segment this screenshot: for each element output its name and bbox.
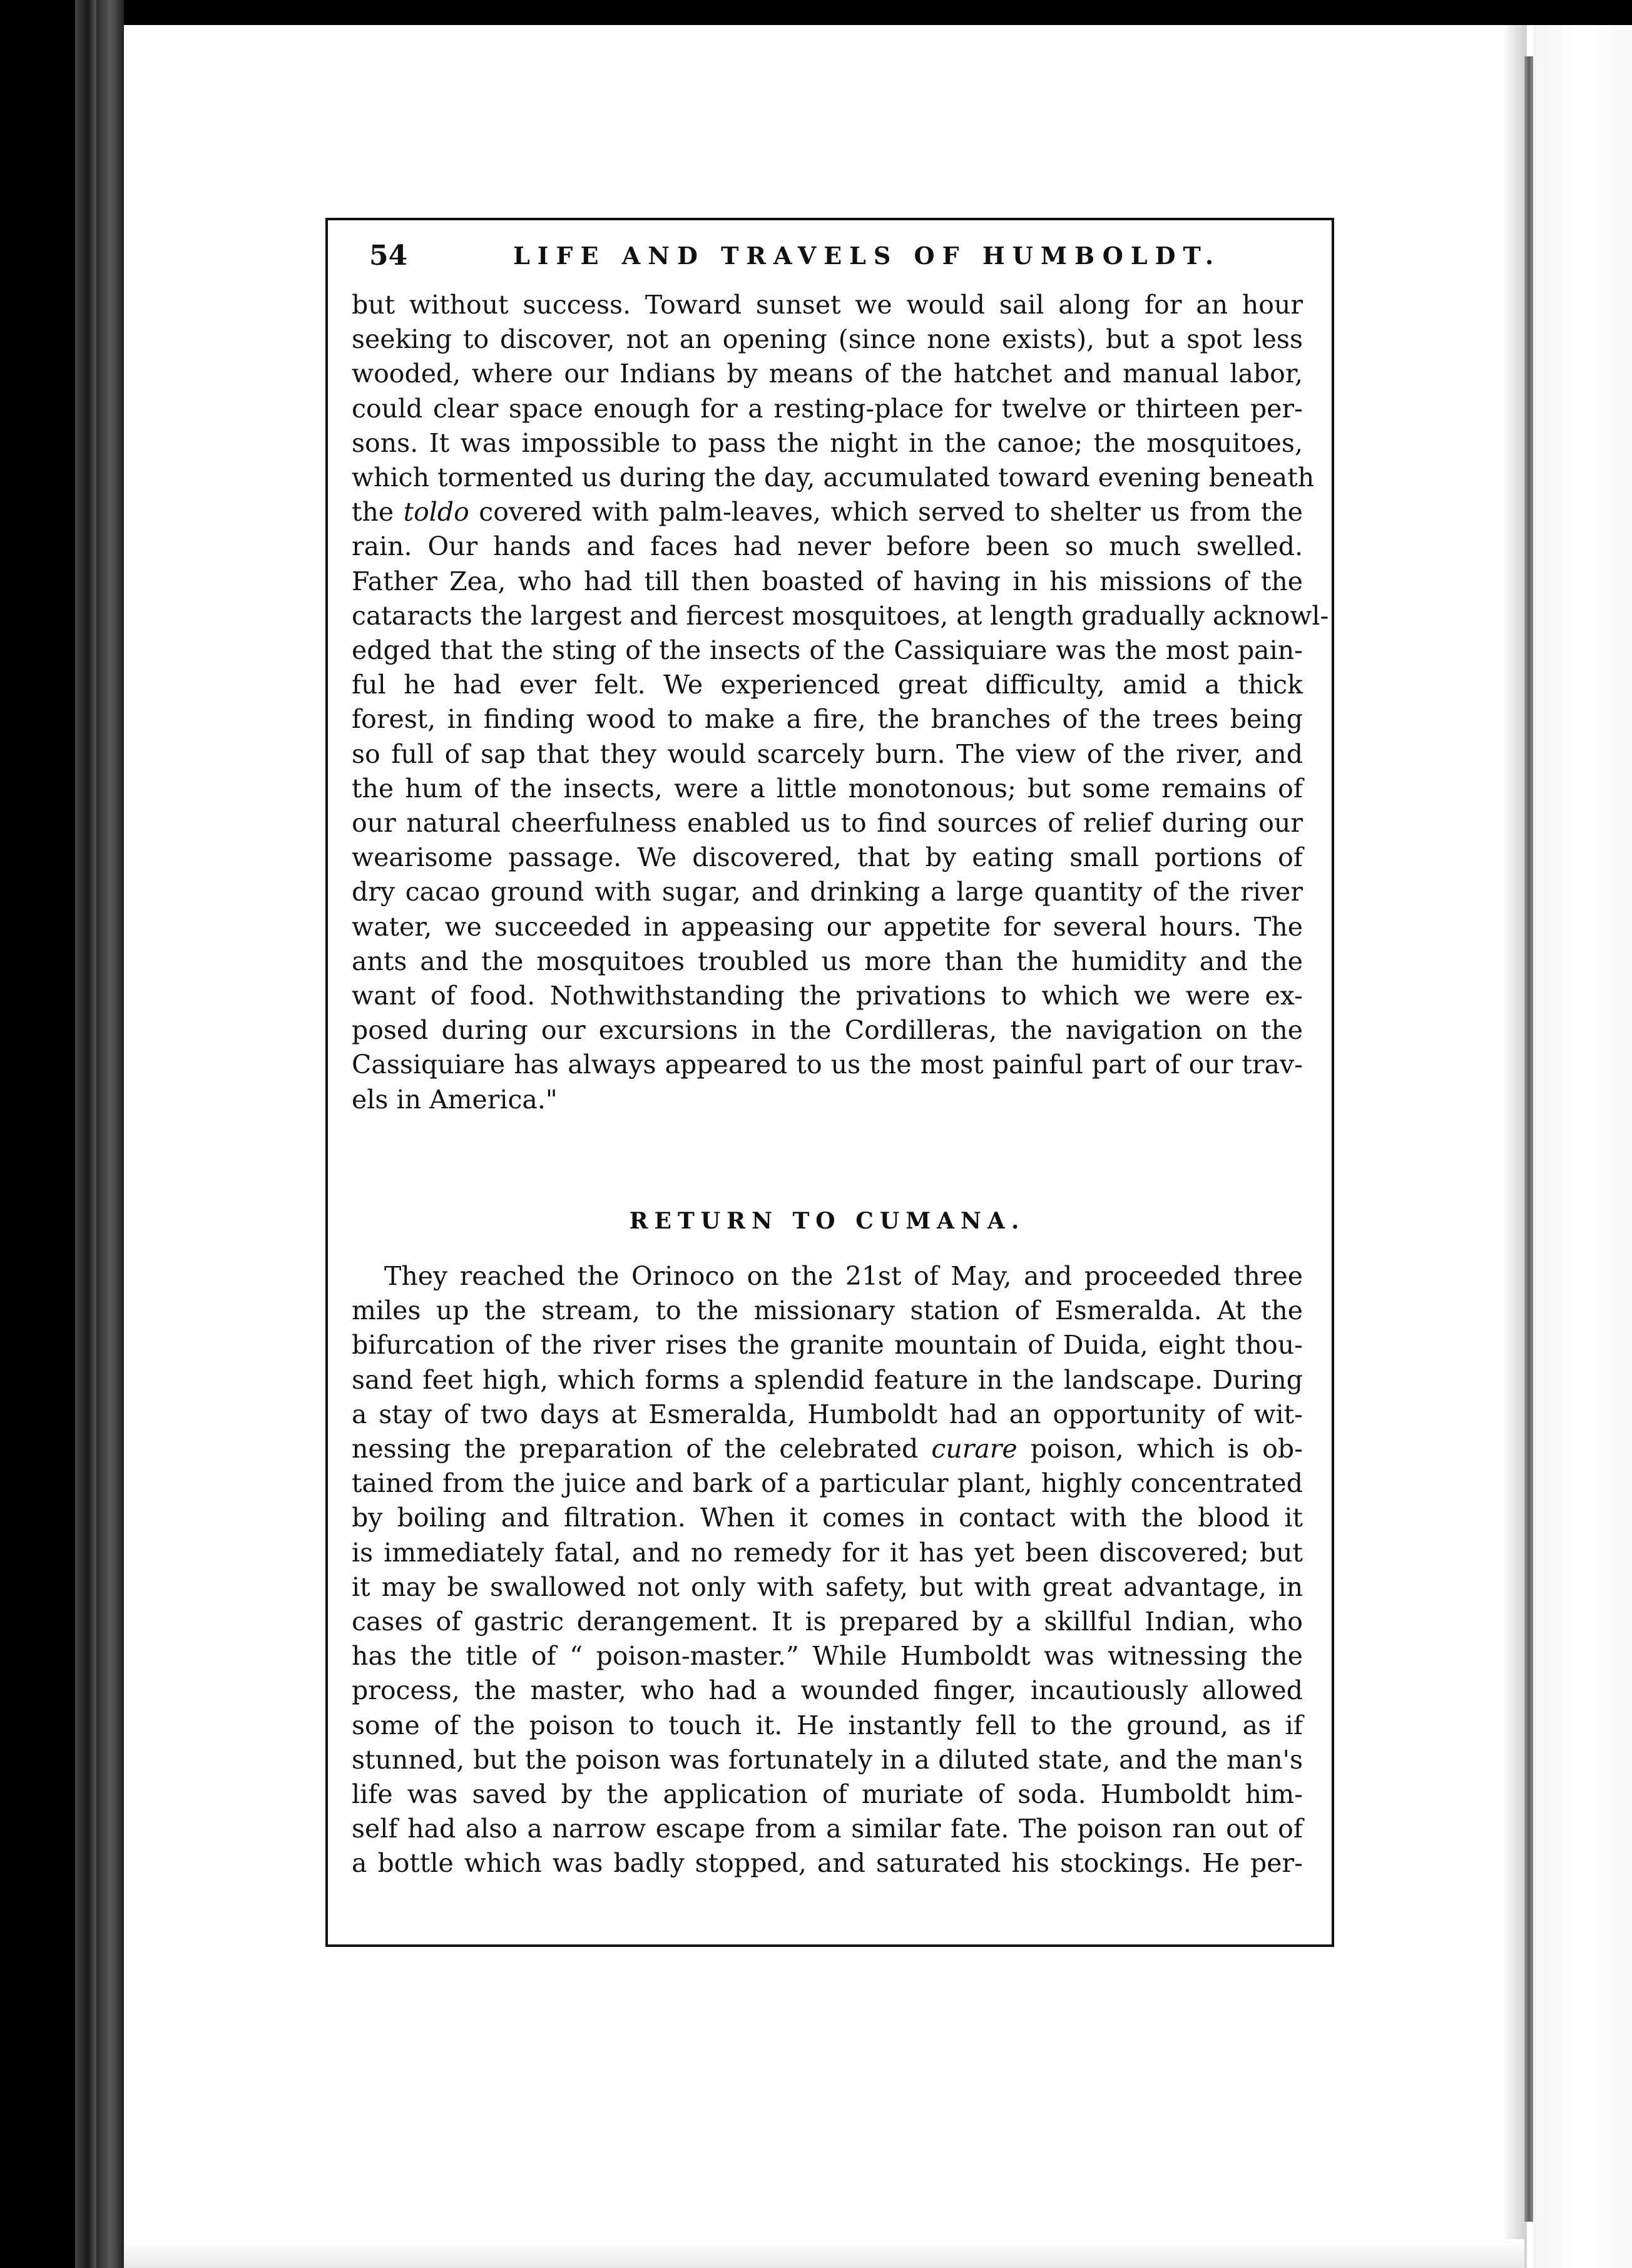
text-line: dry cacao ground with sugar, and drinking a large quantity of the river: [352, 877, 1303, 907]
text-line: Father Zea, who had till then boasted of having in his missions of the: [352, 566, 1303, 596]
text-line: forest, in finding wood to make a fire, the branches of the trees being: [352, 704, 1303, 735]
italic-term-toldo: toldo: [403, 497, 469, 528]
text-line: ful he had ever felt. We experienced great difficulty, amid a thick: [352, 670, 1303, 700]
book-spine-edge: [75, 0, 96, 2268]
text-line: posed during our excursions in the Cordilleras, the navigation on the: [352, 1015, 1303, 1046]
text-line: Cassiquiare has always appeared to us the most painful part of our trav-: [352, 1050, 1303, 1080]
text-line: could clear space enough for a resting-place for twelve or thirteen per-: [352, 393, 1303, 424]
line-prefix: nessing the preparation of the celebrated: [352, 1434, 919, 1464]
line-rest: covered with palm-leaves, which served to shelter us from the: [479, 497, 1303, 528]
text-line: our natural cheerfulness enabled us to find sources of relief during our: [352, 808, 1303, 839]
text-line: self had also a narrow escape from a similar fate. The poison ran out of: [352, 1814, 1303, 1844]
text-line: wooded, where our Indians by means of the hatchet and manual labor,: [352, 359, 1303, 389]
text-line: cataracts the largest and fiercest mosquitoes, at length gradually acknowl-: [352, 600, 1329, 631]
text-line: ants and the mosquitoes troubled us more than the humidity and the: [352, 946, 1303, 976]
paragraph-return-to-cumana: [352, 1259, 1303, 1881]
line-prefix: the: [352, 497, 394, 528]
text-line: els in America.": [352, 1084, 558, 1115]
scan-left-border: [0, 0, 75, 2268]
text-line: rain. Our hands and faces had never before been so much swelled.: [352, 531, 1303, 562]
running-head: [369, 230, 1302, 280]
text-line: sand feet high, which forms a splendid feature in the landscape. During: [352, 1364, 1303, 1395]
text-line: They reached the Orinoco on the 21st of May, and proceeded three: [384, 1261, 1303, 1291]
text-line: by boiling and filtration. When it comes in contact with the blood it: [352, 1503, 1303, 1533]
page-bottom-edge: [124, 2239, 1524, 2268]
line-rest: poison, which is ob-: [1030, 1434, 1303, 1464]
text-line: has the title of “ poison-master.” While Humboldt was witnessing the: [352, 1641, 1303, 1672]
page-number: 54: [369, 239, 408, 272]
text-line: want of food. Nothwithstanding the privations to which we were ex-: [352, 981, 1303, 1011]
page-right-shadow: [1502, 25, 1527, 2268]
text-line: seeking to discover, not an opening (since none exists), but a spot less: [352, 324, 1303, 355]
text-line: it may be swallowed not only with safety, but with great advantage, in: [352, 1571, 1303, 1602]
text-line: stunned, but the poison was fortunately in a diluted state, and the man's: [352, 1744, 1303, 1775]
text-line: tained from the juice and bark of a particular plant, highly concentrated: [352, 1468, 1303, 1499]
text-line: water, we succeeded in appeasing our appetite for several hours. The: [352, 911, 1303, 942]
text-line: process, the master, who had a wounded finger, incautiously allowed: [352, 1675, 1303, 1706]
text-line: cases of gastric derangement. It is prepared by a skillful Indian, who: [352, 1606, 1303, 1637]
text-line: miles up the stream, to the missionary station of Esmeralda. At the: [352, 1295, 1303, 1326]
text-line: is immediately fatal, and no remedy for it has yet been discovered; but: [352, 1537, 1303, 1568]
paragraph-continued: [352, 288, 1329, 1117]
text-line: the hum of the insects, were a little monotonous; but some remains of: [352, 773, 1303, 804]
text-line: which tormented us during the day, accumulated toward evening beneath: [352, 462, 1315, 493]
text-line: edged that the sting of the insects of the Cassiquiare was the most pain-: [352, 635, 1303, 666]
book-spine-edge-inner: [96, 0, 124, 2268]
text-line: some of the poison to touch it. He instantly fell to the ground, as if: [352, 1710, 1303, 1740]
text-line: so full of sap that they would scarcely burn. The view of the river, and: [352, 738, 1303, 769]
text-line: wearisome passage. We discovered, that by eating small portions of: [352, 842, 1303, 873]
section-heading: RETURN TO CUMANA.: [629, 1208, 1026, 1234]
next-page-margin: [1533, 25, 1632, 2268]
text-line-with-italic: [352, 495, 1303, 529]
text-line-with-italic: [352, 1432, 1303, 1466]
text-line: a stay of two days at Esmeralda, Humboldt had an opportunity of wit-: [352, 1399, 1303, 1429]
text-line: sons. It was impossible to pass the night in the canoe; the mosquitoes,: [352, 427, 1303, 458]
page-right-edge: [1524, 56, 1533, 2222]
text-line: life was saved by the application of muriate of soda. Humboldt him-: [352, 1779, 1303, 1810]
text-line: a bottle which was badly stopped, and saturated his stockings. He per-: [352, 1848, 1303, 1879]
text-line: but without success. Toward sunset we would sail along for an hour: [352, 290, 1303, 320]
scan-top-border: [124, 0, 1632, 25]
running-head-title: LIFE AND TRAVELS OF HUMBOLDT.: [513, 241, 1221, 270]
text-line: bifurcation of the river rises the granite mountain of Duida, eight thou-: [352, 1330, 1303, 1361]
italic-term-curare: curare: [931, 1434, 1017, 1464]
